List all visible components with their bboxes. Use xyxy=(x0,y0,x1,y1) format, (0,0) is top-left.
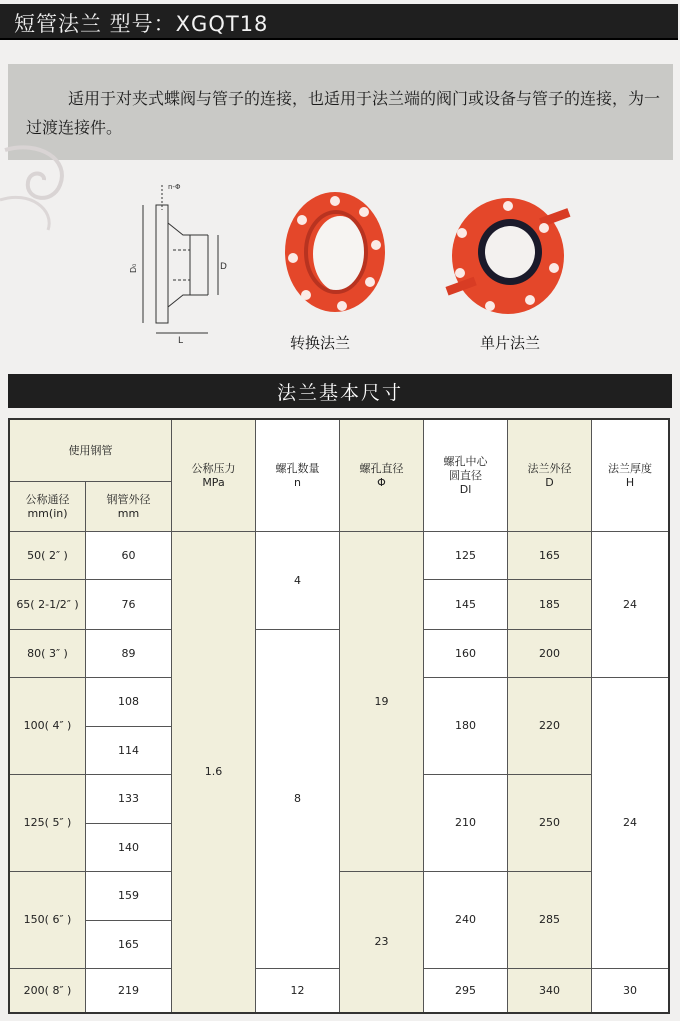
section-title: 法兰基本尺寸 xyxy=(276,382,403,404)
intro-box xyxy=(8,64,673,160)
flange-drawing xyxy=(128,175,238,345)
header-thickness-unit: H xyxy=(625,475,635,489)
drawing-label-d: D xyxy=(220,262,227,272)
split-flange-image xyxy=(440,188,580,318)
outer-cell: 140 xyxy=(86,824,172,872)
header-outer xyxy=(86,482,172,532)
header-pressure-unit: MPa xyxy=(202,475,225,489)
section-header xyxy=(8,374,672,408)
nominal-cell: 100( 4″ ) xyxy=(10,678,86,775)
bolt-circle-cell: 160 xyxy=(424,630,508,678)
bolt-circle-cell: 125 xyxy=(424,532,508,580)
header-bolt-circle xyxy=(424,420,508,532)
drawing-label-d0: D₀ xyxy=(129,263,138,273)
bolt-count-cell: 12 xyxy=(256,969,340,1012)
outer-cell: 219 xyxy=(86,969,172,1012)
bolt-dia-cell: 23 xyxy=(340,872,424,1012)
bolt-circle-cell: 295 xyxy=(424,969,508,1012)
header-flange-od xyxy=(508,420,592,532)
drawing-label-l: L xyxy=(178,336,184,345)
header-bolt-dia-unit: Φ xyxy=(377,475,386,489)
flange-od-cell: 165 xyxy=(508,532,592,580)
header-bolt-dia-label: 螺孔直径 xyxy=(359,461,404,475)
dimension-table xyxy=(8,418,670,1014)
nominal-cell: 125( 5″ ) xyxy=(10,775,86,872)
figure-area xyxy=(0,170,680,370)
caption-conversion-flange: 转换法兰 xyxy=(290,334,351,352)
nominal-cell: 50( 2″ ) xyxy=(10,532,86,580)
outer-cell: 76 xyxy=(86,580,172,630)
flange-od-cell: 185 xyxy=(508,580,592,630)
flange-od-cell: 220 xyxy=(508,678,592,775)
flange-od-cell: 250 xyxy=(508,775,592,872)
header-outer-label: 钢管外径 xyxy=(106,492,151,506)
header-bolt-dia xyxy=(340,420,424,532)
bolt-circle-cell: 240 xyxy=(424,872,508,969)
page-header xyxy=(0,4,678,40)
thickness-cell: 30 xyxy=(592,969,668,1012)
thickness-cell: 24 xyxy=(592,532,668,678)
header-bolt-count-unit: n xyxy=(294,475,301,489)
bolt-count-cell: 4 xyxy=(256,532,340,630)
header-pressure-label: 公称压力 xyxy=(191,461,236,475)
outer-cell: 60 xyxy=(86,532,172,580)
header-bolt-circle-unit: Dl xyxy=(459,482,472,496)
bolt-circle-cell: 180 xyxy=(424,678,508,775)
header-outer-unit: mm xyxy=(117,506,140,520)
header-bolt-circle-label-2: 圆直径 xyxy=(449,468,482,482)
drawing-label-phi: n-Φ xyxy=(168,183,181,191)
outer-cell: 159 xyxy=(86,872,172,921)
header-bolt-count xyxy=(256,420,340,532)
outer-cell: 89 xyxy=(86,630,172,678)
page-title: 短管法兰 型号：XGQT18 xyxy=(14,12,269,36)
bolt-circle-cell: 210 xyxy=(424,775,508,872)
nominal-cell: 80( 3″ ) xyxy=(10,630,86,678)
header-bolt-circle-label-1: 螺孔中心 xyxy=(443,454,488,468)
header-thickness xyxy=(592,420,668,532)
outer-cell: 165 xyxy=(86,921,172,969)
header-pipe: 使用钢管 xyxy=(10,420,172,482)
nominal-cell: 200( 8″ ) xyxy=(10,969,86,1012)
outer-cell: 108 xyxy=(86,678,172,727)
intro-text: 适用于对夹式蝶阀与管子的连接，也适用于法兰端的阀门或设备与管子的连接，为一过渡连接件。 xyxy=(26,89,661,137)
header-nominal-unit: mm(in) xyxy=(27,506,68,520)
header-thickness-label: 法兰厚度 xyxy=(608,461,652,475)
nominal-cell: 65( 2-1/2″ ) xyxy=(10,580,86,630)
thickness-cell: 24 xyxy=(592,678,668,969)
outer-cell: 114 xyxy=(86,727,172,775)
flange-od-cell: 200 xyxy=(508,630,592,678)
nominal-cell: 150( 6″ ) xyxy=(10,872,86,969)
bolt-count-cell: 8 xyxy=(256,630,340,969)
outer-cell: 133 xyxy=(86,775,172,824)
bolt-circle-cell: 145 xyxy=(424,580,508,630)
header-bolt-count-label: 螺孔数量 xyxy=(275,461,320,475)
header-flange-od-unit: D xyxy=(545,475,554,489)
caption-split-flange: 单片法兰 xyxy=(480,334,541,352)
bolt-dia-cell: 19 xyxy=(340,532,424,872)
conversion-flange-image xyxy=(280,190,390,320)
header-nominal-label: 公称通径 xyxy=(25,492,70,506)
flange-od-cell: 340 xyxy=(508,969,592,1012)
header-nominal xyxy=(10,482,86,532)
flange-od-cell: 285 xyxy=(508,872,592,969)
header-pressure xyxy=(172,420,256,532)
pressure-cell: 1.6 xyxy=(172,532,256,1012)
header-flange-od-label: 法兰外径 xyxy=(527,461,572,475)
